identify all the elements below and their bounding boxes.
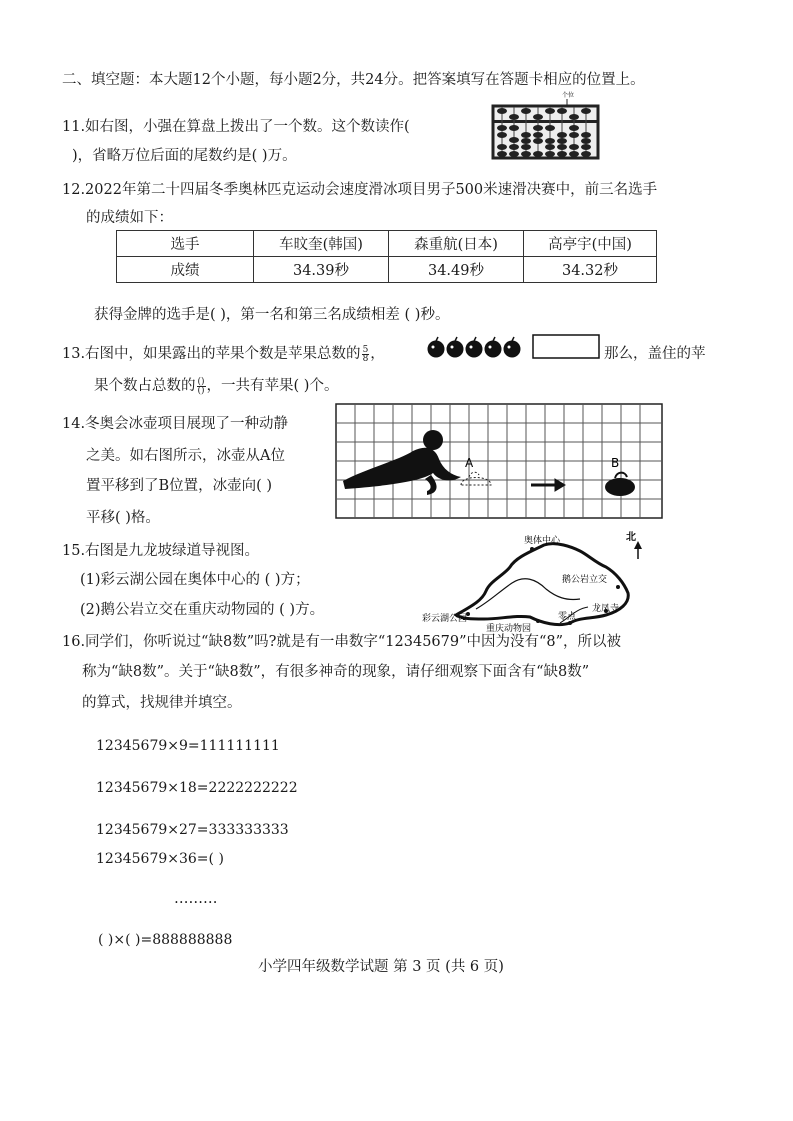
curler-icon (343, 430, 461, 495)
q11-line2: )，省略万位后面的尾数约是( )万。 (72, 148, 297, 164)
abacus-figure (490, 88, 602, 162)
apple-icon (485, 337, 501, 357)
greenway-map (420, 527, 668, 632)
q16-line3: 的算式，找规律并填空。 (82, 695, 242, 711)
q16-line2: 称为“缺8数”。关于“缺8数”，有很多神奇的现象，请仔细观察下面含有“缺8数” (82, 664, 590, 680)
apple-icon (447, 337, 463, 357)
q15-sub1: (1)彩云湖公园在奥体中心的 ( )方； (80, 572, 310, 588)
map-label-lingdian: 零点 (558, 612, 577, 622)
table-cell: 选手 (117, 231, 254, 257)
q14-line3: 置平移到了B位置，冰壶向( ) (86, 478, 273, 494)
map-label-aoti: 奥体中心 (524, 536, 561, 546)
q13-line1 (62, 344, 385, 364)
table-cell: 森重航(日本) (389, 231, 524, 257)
cover-box (533, 335, 599, 358)
q15-sub2: (2)鹅公岩立交在重庆动物园的 ( )方。 (80, 602, 325, 618)
table-row (117, 257, 657, 283)
map-dot (530, 547, 534, 551)
score-table (116, 230, 657, 283)
equation-4: 12345679×36=( ) (96, 851, 224, 867)
curling-stone-b-icon (605, 473, 635, 496)
frac-num: () (197, 376, 205, 387)
abacus-label: 个位 (562, 92, 575, 99)
table-cell: 车旼奎(韩国) (254, 231, 389, 257)
map-north-label: 北 (626, 532, 636, 543)
label-a: A (465, 456, 474, 470)
map-dot (536, 619, 540, 623)
table-cell: 34.39秒 (254, 257, 389, 283)
map-label-longfeng: 龙凤寺 (592, 604, 620, 614)
frac-den: 8 (362, 353, 369, 364)
q15-line1: 15.右图是九龙坡绿道导视图。 (62, 543, 260, 559)
apple-icon (504, 337, 520, 357)
north-arrow-icon (634, 541, 642, 559)
q11-line1: 11.如右图，小强在算盘上拨出了一个数。这个数读作( (62, 119, 410, 135)
apple-icon (466, 337, 482, 357)
q13-text-d: ，一共有苹果( )个。 (206, 378, 339, 394)
map-label-egong: 鹅公岩立交 (562, 575, 608, 585)
section-heading: 二、填空题：本大题12个小题，每小题2分，共24分。把答案填写在答题卡相应的位置上。 (62, 72, 645, 88)
table-cell: 34.49秒 (389, 257, 524, 283)
q13-line1-c: 那么，盖住的苹 (604, 346, 706, 362)
fraction-five-eighths (362, 346, 370, 363)
frac-den: () (197, 385, 205, 396)
map-label-caiyun: 彩云湖公园 (422, 614, 468, 624)
fraction-blank (197, 378, 206, 395)
q13-text-c: 果个数占总数的 (94, 378, 196, 394)
q13-text-b: ， (370, 346, 385, 362)
q16-line1: 16.同学们，你听说过“缺8数”吗?就是有一串数字“12345679”中因为没有“8”，所以被 (62, 634, 622, 650)
equation-5: ( )×( )=888888888 (98, 932, 233, 948)
equation-1: 12345679×9=111111111 (96, 738, 280, 754)
q12-question: 获得金牌的选手是( )，第一名和第三名成绩相差 ( )秒。 (94, 307, 450, 323)
q14-line1: 14.冬奥会冰壶项目展现了一种动静 (62, 416, 289, 432)
arrow-right-icon (531, 479, 565, 491)
table-cell: 34.32秒 (524, 257, 657, 283)
apple-icon (428, 337, 444, 357)
frac-num: 5 (362, 344, 369, 355)
table-row (117, 231, 657, 257)
apples-figure (425, 334, 601, 360)
q12-line1: 12.2022年第二十四届冬季奥林匹克运动会速度滑冰项目男子500米速滑决赛中，前三名选手 (62, 182, 658, 198)
table-cell: 高亭宇(中国) (524, 231, 657, 257)
page-footer: 小学四年级数学试题 第 3 页 (共 6 页) (258, 959, 504, 975)
q14-line4: 平移( )格。 (86, 510, 160, 526)
q12-line2: 的成绩如下： (86, 210, 173, 226)
label-b: B (611, 456, 620, 470)
curling-stone-a-icon (461, 472, 491, 485)
q13-line2 (94, 376, 338, 396)
map-label-zoo: 重庆动物园 (486, 624, 532, 632)
q13-text-a: 13.右图中，如果露出的苹果个数是苹果总数的 (62, 346, 361, 362)
table-cell: 成绩 (117, 257, 254, 283)
q14-line2: 之美。如右图所示，冰壶从A位 (86, 448, 285, 464)
equation-2: 12345679×18=2222222222 (96, 780, 298, 796)
map-dot (616, 585, 620, 589)
curling-grid-figure (335, 403, 664, 521)
ellipsis: ……… (174, 891, 218, 907)
equation-3: 12345679×27=333333333 (96, 822, 289, 838)
